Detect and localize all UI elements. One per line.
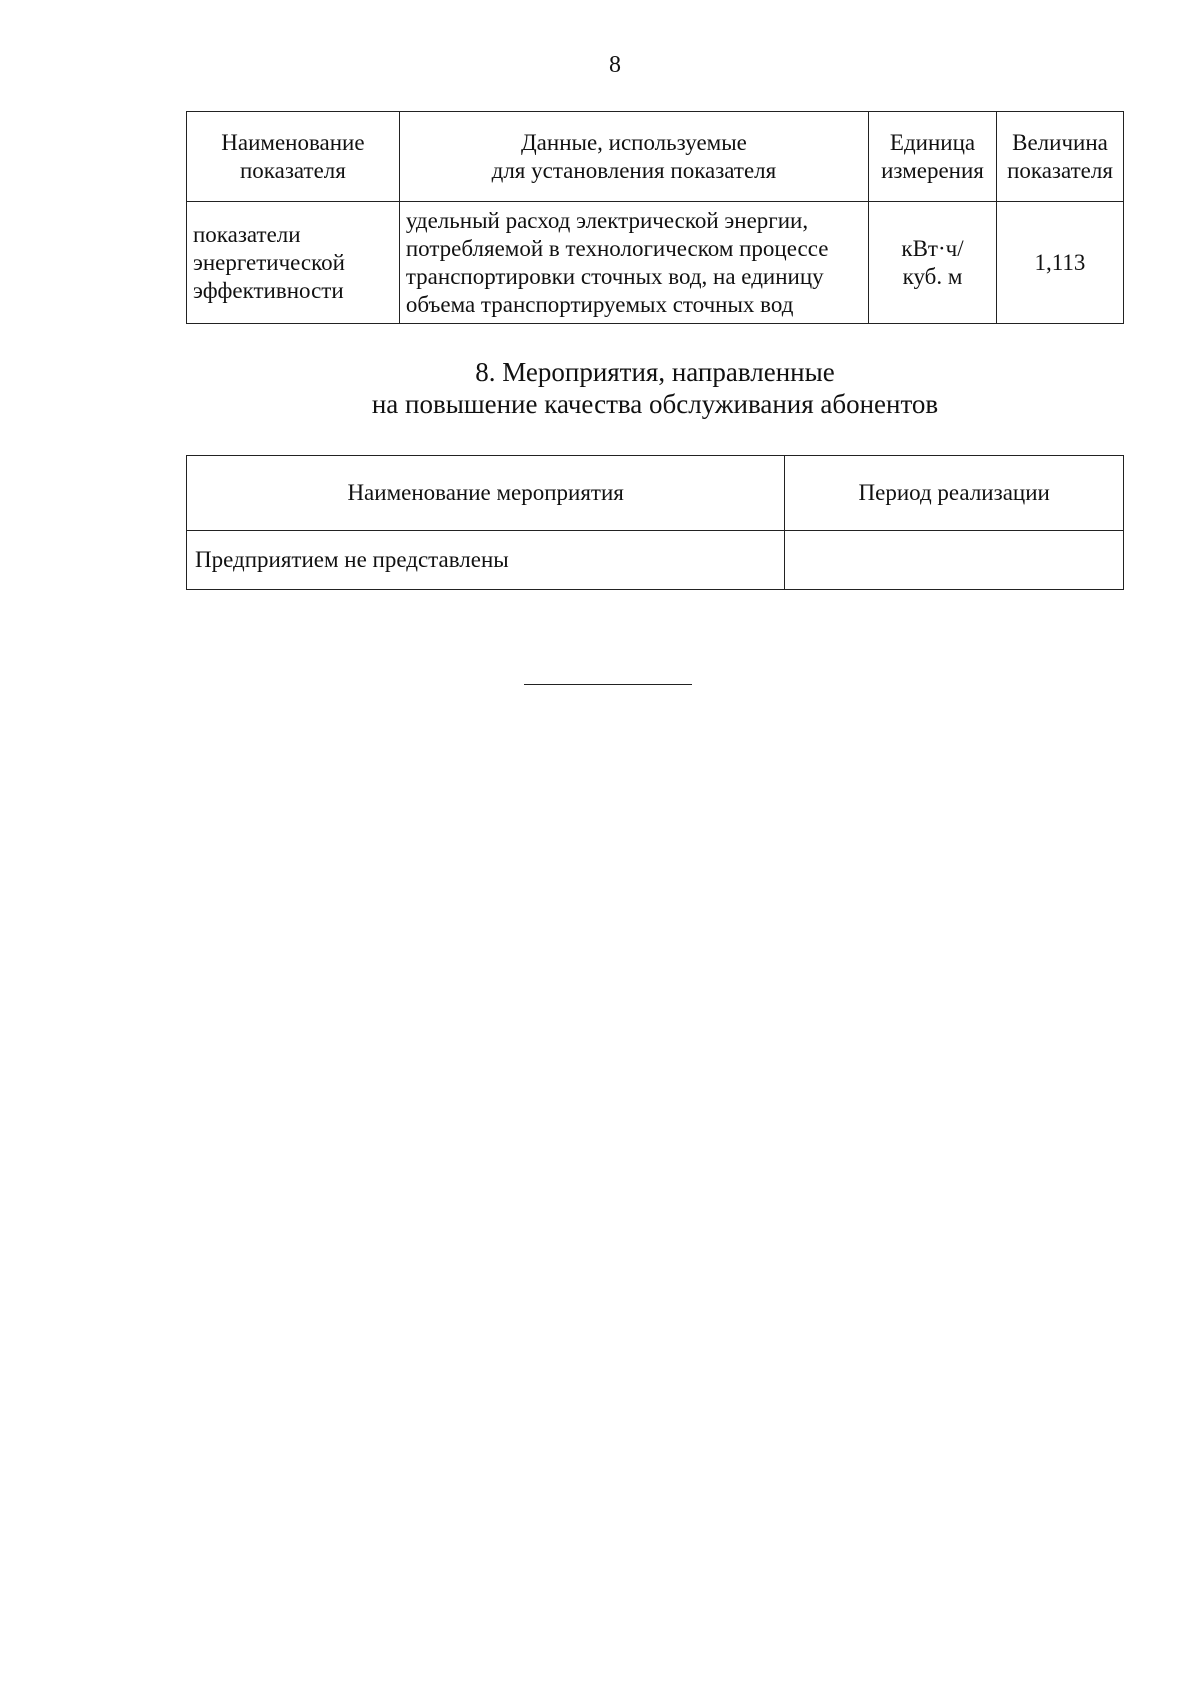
measures-table [186,455,1124,590]
header-unit: Единица измерения [869,112,997,202]
page-number: 8 [609,52,621,78]
header-measure-name: Наименование мероприятия [187,456,785,531]
indicators-table [186,111,1124,324]
section-heading [186,356,1124,420]
table-row [187,531,1124,590]
indicator-name-cell: показатели энергетической эффективности [187,202,400,324]
measure-period-cell [785,531,1124,590]
indicator-value-cell: 1,113 [996,202,1123,324]
indicator-data-cell: удельный расход электрической энергии, потребляемой в технологическом процессе транспортировки сточных вод, на единицу объема транспортируемых сточных вод [399,202,868,324]
header-implementation-period: Период реализации [785,456,1124,531]
end-of-document-rule [524,684,692,685]
header-indicator-data: Данные, используемые для установления показателя [399,112,868,202]
header-value: Величина показателя [996,112,1123,202]
indicator-unit-cell: кВт·ч/ куб. м [869,202,997,324]
section-title-line-2: на повышение качества обслуживания абонентов [371,389,939,419]
measure-name-cell: Предприятием не представлены [187,531,785,590]
header-indicator-name: Наименование показателя [187,112,400,202]
indicators-table-header-row [187,112,1124,202]
section-title-line-1: 8. Мероприятия, направленные [475,357,835,387]
table-row [187,202,1124,324]
measures-table-header-row [187,456,1124,531]
